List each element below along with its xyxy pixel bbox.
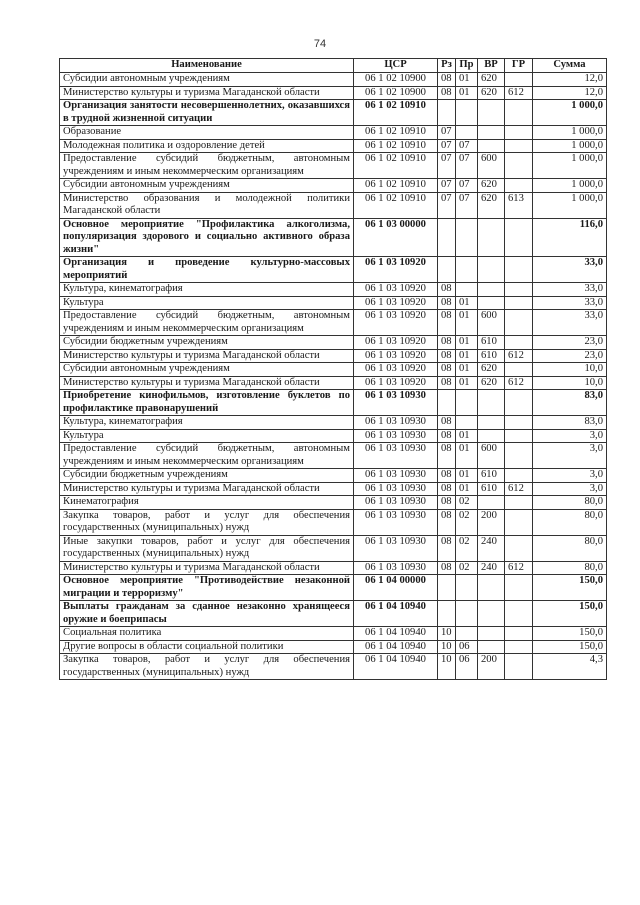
cell-sum: 80,0 xyxy=(533,509,607,535)
cell-csr: 06 1 03 10920 xyxy=(354,296,438,310)
cell-sum: 80,0 xyxy=(533,561,607,575)
cell-csr: 06 1 03 10930 xyxy=(354,561,438,575)
cell-pr: 01 xyxy=(456,363,478,377)
cell-vr: 240 xyxy=(478,535,505,561)
cell-rz: 08 xyxy=(438,469,456,483)
cell-csr: 06 1 04 00000 xyxy=(354,575,438,601)
cell-pr xyxy=(456,257,478,283)
cell-pr xyxy=(456,627,478,641)
table-row xyxy=(60,363,607,377)
cell-sum: 33,0 xyxy=(533,283,607,297)
header-name: Наименование xyxy=(60,59,354,73)
cell-sum: 12,0 xyxy=(533,86,607,100)
cell-csr: 06 1 03 10930 xyxy=(354,390,438,416)
cell-name: Министерство культуры и туризма Магаданской области xyxy=(60,349,354,363)
cell-sum: 150,0 xyxy=(533,575,607,601)
cell-gr xyxy=(505,469,533,483)
cell-gr xyxy=(505,654,533,680)
cell-csr: 06 1 02 10900 xyxy=(354,73,438,87)
cell-pr xyxy=(456,601,478,627)
table-row xyxy=(60,126,607,140)
cell-vr: 600 xyxy=(478,153,505,179)
cell-gr xyxy=(505,218,533,257)
cell-sum: 12,0 xyxy=(533,73,607,87)
cell-vr xyxy=(478,126,505,140)
cell-rz: 08 xyxy=(438,310,456,336)
cell-rz: 10 xyxy=(438,654,456,680)
cell-pr: 01 xyxy=(456,336,478,350)
cell-sum: 83,0 xyxy=(533,390,607,416)
cell-rz: 08 xyxy=(438,496,456,510)
cell-csr: 06 1 02 10910 xyxy=(354,192,438,218)
cell-vr xyxy=(478,296,505,310)
table-row xyxy=(60,310,607,336)
page-number: 74 xyxy=(313,38,327,50)
cell-sum: 80,0 xyxy=(533,535,607,561)
cell-vr: 200 xyxy=(478,509,505,535)
cell-sum: 150,0 xyxy=(533,627,607,641)
header-rz: Рз xyxy=(438,59,456,73)
table-body xyxy=(60,73,607,680)
table-row xyxy=(60,139,607,153)
cell-vr xyxy=(478,627,505,641)
cell-gr xyxy=(505,139,533,153)
table-row xyxy=(60,654,607,680)
table-row xyxy=(60,496,607,510)
cell-gr xyxy=(505,640,533,654)
cell-pr: 07 xyxy=(456,192,478,218)
cell-rz: 08 xyxy=(438,443,456,469)
cell-name: Культура xyxy=(60,429,354,443)
cell-csr: 06 1 03 10920 xyxy=(354,310,438,336)
cell-gr xyxy=(505,601,533,627)
cell-pr: 02 xyxy=(456,496,478,510)
cell-pr: 01 xyxy=(456,73,478,87)
cell-csr: 06 1 02 10910 xyxy=(354,100,438,126)
table-row xyxy=(60,509,607,535)
cell-rz xyxy=(438,257,456,283)
cell-rz: 08 xyxy=(438,482,456,496)
cell-name: Образование xyxy=(60,126,354,140)
cell-name: Культура xyxy=(60,296,354,310)
cell-gr xyxy=(505,627,533,641)
cell-sum: 80,0 xyxy=(533,496,607,510)
cell-rz xyxy=(438,575,456,601)
cell-rz: 07 xyxy=(438,153,456,179)
cell-gr xyxy=(505,535,533,561)
cell-csr: 06 1 03 10920 xyxy=(354,363,438,377)
cell-csr: 06 1 02 10910 xyxy=(354,153,438,179)
table-row xyxy=(60,561,607,575)
cell-pr xyxy=(456,416,478,430)
cell-name: Молодежная политика и оздоровление детей xyxy=(60,139,354,153)
cell-gr: 612 xyxy=(505,561,533,575)
cell-rz: 08 xyxy=(438,561,456,575)
cell-pr: 01 xyxy=(456,86,478,100)
budget-table xyxy=(59,58,607,680)
cell-rz: 07 xyxy=(438,192,456,218)
cell-vr xyxy=(478,100,505,126)
cell-vr xyxy=(478,496,505,510)
table-row xyxy=(60,283,607,297)
cell-vr: 620 xyxy=(478,73,505,87)
cell-rz xyxy=(438,218,456,257)
cell-vr: 620 xyxy=(478,86,505,100)
cell-gr xyxy=(505,283,533,297)
cell-pr xyxy=(456,283,478,297)
cell-pr xyxy=(456,575,478,601)
cell-pr: 01 xyxy=(456,349,478,363)
cell-csr: 06 1 03 10930 xyxy=(354,443,438,469)
table-row xyxy=(60,535,607,561)
cell-rz: 08 xyxy=(438,535,456,561)
cell-name: Субсидии автономным учреждениям xyxy=(60,179,354,193)
cell-name: Министерство культуры и туризма Магаданской области xyxy=(60,561,354,575)
header-sum: Сумма xyxy=(533,59,607,73)
cell-gr xyxy=(505,257,533,283)
cell-pr: 01 xyxy=(456,296,478,310)
table-row xyxy=(60,179,607,193)
cell-rz: 10 xyxy=(438,640,456,654)
table-row xyxy=(60,100,607,126)
cell-sum: 33,0 xyxy=(533,257,607,283)
cell-pr: 06 xyxy=(456,654,478,680)
cell-pr: 07 xyxy=(456,153,478,179)
cell-rz: 08 xyxy=(438,376,456,390)
cell-vr: 610 xyxy=(478,482,505,496)
cell-vr xyxy=(478,257,505,283)
table-row xyxy=(60,575,607,601)
cell-vr xyxy=(478,429,505,443)
cell-sum: 116,0 xyxy=(533,218,607,257)
table-row xyxy=(60,469,607,483)
cell-sum: 150,0 xyxy=(533,601,607,627)
cell-vr xyxy=(478,640,505,654)
cell-vr xyxy=(478,416,505,430)
cell-csr: 06 1 03 10930 xyxy=(354,482,438,496)
cell-sum: 3,0 xyxy=(533,429,607,443)
cell-sum: 10,0 xyxy=(533,376,607,390)
cell-gr xyxy=(505,575,533,601)
table-row xyxy=(60,482,607,496)
table-row xyxy=(60,416,607,430)
cell-gr xyxy=(505,416,533,430)
cell-gr xyxy=(505,363,533,377)
cell-name: Основное мероприятие "Противодействие незаконной миграции и терроризму" xyxy=(60,575,354,601)
cell-pr: 02 xyxy=(456,535,478,561)
cell-name: Субсидии автономным учреждениям xyxy=(60,73,354,87)
header-pr: Пр xyxy=(456,59,478,73)
table-row xyxy=(60,627,607,641)
table-row xyxy=(60,349,607,363)
cell-csr: 06 1 03 10920 xyxy=(354,283,438,297)
cell-gr xyxy=(505,336,533,350)
header-csr: ЦСР xyxy=(354,59,438,73)
cell-vr xyxy=(478,139,505,153)
table-row xyxy=(60,336,607,350)
cell-name: Предоставление субсидий бюджетным, автономным учреждениям и иным некоммерческим организациям xyxy=(60,310,354,336)
cell-sum: 1 000,0 xyxy=(533,192,607,218)
cell-vr xyxy=(478,218,505,257)
cell-vr xyxy=(478,283,505,297)
cell-name: Министерство образования и молодежной политики Магаданской области xyxy=(60,192,354,218)
cell-rz xyxy=(438,100,456,126)
table-row xyxy=(60,218,607,257)
cell-name: Организация занятости несовершеннолетних, оказавшихся в трудной жизненной ситуации xyxy=(60,100,354,126)
cell-name: Организация и проведение культурно-массовых мероприятий xyxy=(60,257,354,283)
table-row xyxy=(60,192,607,218)
cell-name: Закупка товаров, работ и услуг для обеспечения государственных (муниципальных) нужд xyxy=(60,654,354,680)
cell-pr xyxy=(456,126,478,140)
cell-vr: 620 xyxy=(478,179,505,193)
cell-gr xyxy=(505,390,533,416)
cell-gr: 613 xyxy=(505,192,533,218)
cell-name: Закупка товаров, работ и услуг для обеспечения государственных (муниципальных) нужд xyxy=(60,509,354,535)
cell-sum: 23,0 xyxy=(533,336,607,350)
cell-vr: 620 xyxy=(478,376,505,390)
cell-vr: 600 xyxy=(478,310,505,336)
cell-pr: 06 xyxy=(456,640,478,654)
table-row xyxy=(60,153,607,179)
cell-name: Субсидии бюджетным учреждениям xyxy=(60,336,354,350)
cell-vr: 610 xyxy=(478,469,505,483)
cell-pr: 01 xyxy=(456,469,478,483)
cell-csr: 06 1 02 10910 xyxy=(354,139,438,153)
cell-rz: 08 xyxy=(438,86,456,100)
cell-name: Иные закупки товаров, работ и услуг для обеспечения государственных (муниципальных) нужд xyxy=(60,535,354,561)
cell-rz: 08 xyxy=(438,416,456,430)
cell-sum: 1 000,0 xyxy=(533,153,607,179)
cell-csr: 06 1 03 10930 xyxy=(354,509,438,535)
cell-csr: 06 1 03 10930 xyxy=(354,416,438,430)
cell-gr xyxy=(505,126,533,140)
cell-sum: 33,0 xyxy=(533,310,607,336)
cell-name: Другие вопросы в области социальной политики xyxy=(60,640,354,654)
cell-name: Субсидии бюджетным учреждениям xyxy=(60,469,354,483)
cell-rz: 10 xyxy=(438,627,456,641)
cell-name: Выплаты гражданам за сданное незаконно хранящееся оружие и боеприпасы xyxy=(60,601,354,627)
cell-csr: 06 1 02 10900 xyxy=(354,86,438,100)
table-row xyxy=(60,429,607,443)
cell-sum: 10,0 xyxy=(533,363,607,377)
cell-name: Культура, кинематография xyxy=(60,416,354,430)
cell-gr: 612 xyxy=(505,482,533,496)
cell-name: Министерство культуры и туризма Магаданской области xyxy=(60,86,354,100)
cell-name: Субсидии автономным учреждениям xyxy=(60,363,354,377)
cell-csr: 06 1 04 10940 xyxy=(354,640,438,654)
cell-rz xyxy=(438,390,456,416)
cell-vr xyxy=(478,575,505,601)
table-row xyxy=(60,390,607,416)
cell-name: Социальная политика xyxy=(60,627,354,641)
cell-sum: 33,0 xyxy=(533,296,607,310)
cell-gr xyxy=(505,310,533,336)
cell-gr xyxy=(505,179,533,193)
table-row xyxy=(60,640,607,654)
cell-vr xyxy=(478,390,505,416)
cell-csr: 06 1 04 10940 xyxy=(354,654,438,680)
cell-sum: 1 000,0 xyxy=(533,139,607,153)
cell-name: Предоставление субсидий бюджетным, автономным учреждениям и иным некоммерческим организациям xyxy=(60,443,354,469)
cell-csr: 06 1 03 10930 xyxy=(354,535,438,561)
cell-csr: 06 1 03 10920 xyxy=(354,257,438,283)
cell-name: Кинематография xyxy=(60,496,354,510)
cell-rz: 07 xyxy=(438,179,456,193)
header-gr: ГР xyxy=(505,59,533,73)
cell-rz: 07 xyxy=(438,139,456,153)
cell-name: Основное мероприятие "Профилактика алкоголизма, популяризация здорового и социально активного образа жизни" xyxy=(60,218,354,257)
table-row xyxy=(60,376,607,390)
cell-gr: 612 xyxy=(505,349,533,363)
cell-vr: 620 xyxy=(478,192,505,218)
cell-vr: 240 xyxy=(478,561,505,575)
table-row xyxy=(60,296,607,310)
cell-vr: 200 xyxy=(478,654,505,680)
cell-vr: 620 xyxy=(478,363,505,377)
cell-pr: 02 xyxy=(456,509,478,535)
cell-gr xyxy=(505,153,533,179)
cell-csr: 06 1 03 10930 xyxy=(354,469,438,483)
cell-sum: 150,0 xyxy=(533,640,607,654)
table-row xyxy=(60,73,607,87)
cell-sum: 23,0 xyxy=(533,349,607,363)
cell-csr: 06 1 03 10920 xyxy=(354,336,438,350)
cell-sum: 83,0 xyxy=(533,416,607,430)
cell-rz: 08 xyxy=(438,296,456,310)
cell-name: Культура, кинематография xyxy=(60,283,354,297)
cell-csr: 06 1 03 10930 xyxy=(354,496,438,510)
cell-rz: 08 xyxy=(438,509,456,535)
cell-sum: 1 000,0 xyxy=(533,179,607,193)
cell-rz xyxy=(438,601,456,627)
cell-csr: 06 1 03 00000 xyxy=(354,218,438,257)
cell-pr: 01 xyxy=(456,443,478,469)
cell-pr: 01 xyxy=(456,376,478,390)
table-header-row xyxy=(60,59,607,73)
cell-sum: 1 000,0 xyxy=(533,100,607,126)
cell-sum: 3,0 xyxy=(533,443,607,469)
cell-gr xyxy=(505,429,533,443)
cell-gr xyxy=(505,496,533,510)
table-row xyxy=(60,257,607,283)
cell-rz: 08 xyxy=(438,283,456,297)
table-row xyxy=(60,601,607,627)
cell-name: Предоставление субсидий бюджетным, автономным учреждениям и иным некоммерческим организациям xyxy=(60,153,354,179)
cell-csr: 06 1 03 10930 xyxy=(354,429,438,443)
cell-csr: 06 1 04 10940 xyxy=(354,627,438,641)
cell-csr: 06 1 03 10920 xyxy=(354,376,438,390)
cell-pr: 01 xyxy=(456,482,478,496)
cell-pr: 01 xyxy=(456,310,478,336)
cell-csr: 06 1 02 10910 xyxy=(354,126,438,140)
cell-gr: 612 xyxy=(505,376,533,390)
cell-gr: 612 xyxy=(505,86,533,100)
cell-pr: 01 xyxy=(456,429,478,443)
cell-rz: 07 xyxy=(438,126,456,140)
cell-rz: 08 xyxy=(438,429,456,443)
cell-name: Приобретение кинофильмов, изготовление буклетов по профилактике правонарушений xyxy=(60,390,354,416)
cell-gr xyxy=(505,443,533,469)
cell-gr xyxy=(505,509,533,535)
cell-sum: 1 000,0 xyxy=(533,126,607,140)
cell-pr xyxy=(456,218,478,257)
header-vr: ВР xyxy=(478,59,505,73)
table-row xyxy=(60,86,607,100)
cell-sum: 3,0 xyxy=(533,482,607,496)
cell-name: Министерство культуры и туризма Магаданской области xyxy=(60,482,354,496)
cell-pr xyxy=(456,100,478,126)
cell-gr xyxy=(505,296,533,310)
cell-sum: 4,3 xyxy=(533,654,607,680)
cell-vr: 610 xyxy=(478,349,505,363)
cell-vr: 600 xyxy=(478,443,505,469)
cell-rz: 08 xyxy=(438,349,456,363)
cell-name: Министерство культуры и туризма Магаданской области xyxy=(60,376,354,390)
cell-csr: 06 1 04 10940 xyxy=(354,601,438,627)
cell-pr: 07 xyxy=(456,139,478,153)
cell-vr xyxy=(478,601,505,627)
table-row xyxy=(60,443,607,469)
cell-pr xyxy=(456,390,478,416)
cell-gr xyxy=(505,100,533,126)
cell-gr xyxy=(505,73,533,87)
cell-rz: 08 xyxy=(438,73,456,87)
cell-rz: 08 xyxy=(438,363,456,377)
cell-csr: 06 1 02 10910 xyxy=(354,179,438,193)
cell-vr: 610 xyxy=(478,336,505,350)
cell-csr: 06 1 03 10920 xyxy=(354,349,438,363)
cell-sum: 3,0 xyxy=(533,469,607,483)
cell-pr: 07 xyxy=(456,179,478,193)
cell-rz: 08 xyxy=(438,336,456,350)
cell-pr: 02 xyxy=(456,561,478,575)
